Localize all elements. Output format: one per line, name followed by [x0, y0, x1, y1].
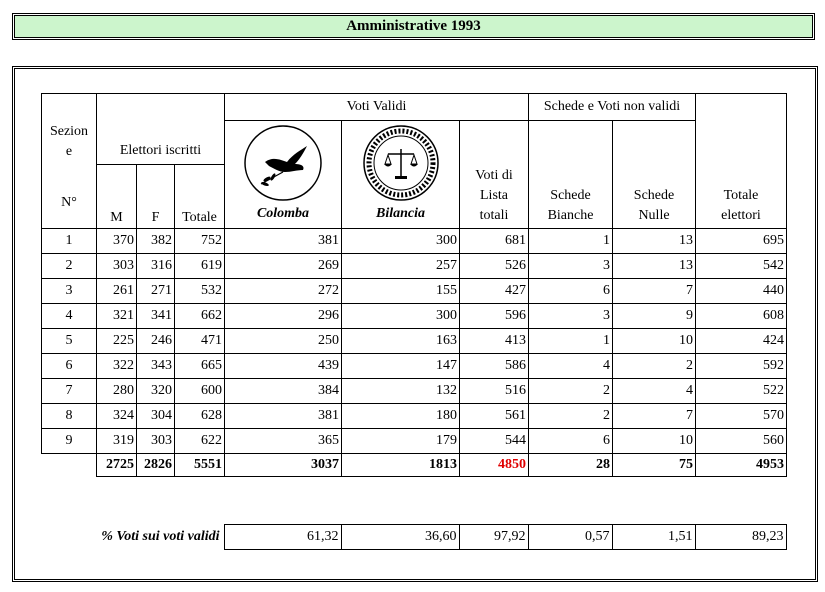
voti-colomba-cell: 381 [225, 404, 342, 429]
elettori-f-cell: 382 [137, 229, 175, 254]
voti-lista-cell: 516 [460, 379, 529, 404]
voti-colomba-cell: 381 [225, 229, 342, 254]
voti-lista-cell: 561 [460, 404, 529, 429]
percent-schede-nulle: 1,51 [612, 525, 695, 550]
percent-schede-bianche: 0,57 [528, 525, 612, 550]
percent-colomba: 61,32 [224, 525, 341, 550]
table-row [42, 404, 787, 429]
totale-elettori-cell: 560 [696, 429, 787, 454]
table-row [42, 429, 787, 454]
elettori-f-cell: 343 [137, 354, 175, 379]
dove-olive-branch-icon [243, 124, 323, 202]
elettori-m-cell: 261 [97, 279, 137, 304]
schede-bianche-header [529, 121, 613, 229]
totale-header: Totale [175, 165, 225, 229]
totale-elettori-cell: 608 [696, 304, 787, 329]
voti-bilancia-cell: 300 [342, 229, 460, 254]
total-schede-bianche: 28 [529, 454, 613, 477]
schede-nulle-cell: 10 [613, 329, 696, 354]
sezione-number-cell: 8 [42, 404, 97, 429]
schede-bianche-cell: 2 [529, 379, 613, 404]
totale-elettori-label: Totale elettori [721, 188, 761, 223]
page-title: Amministrative 1993 [12, 13, 815, 40]
voti-colomba-cell: 250 [225, 329, 342, 354]
voti-bilancia-cell: 147 [342, 354, 460, 379]
elettori-m-cell: 303 [97, 254, 137, 279]
totals-blank [42, 454, 97, 477]
voti-bilancia-cell: 257 [342, 254, 460, 279]
percent-table [41, 524, 787, 550]
total-bilancia: 1813 [342, 454, 460, 477]
table-row [42, 354, 787, 379]
schede-bianche-cell: 4 [529, 354, 613, 379]
voti-bilancia-cell: 180 [342, 404, 460, 429]
schede-bianche-cell: 6 [529, 429, 613, 454]
table-row [42, 329, 787, 354]
schede-bianche-cell: 3 [529, 304, 613, 329]
elettori-m-cell: 324 [97, 404, 137, 429]
sezione-number-cell: 1 [42, 229, 97, 254]
table-row [42, 379, 787, 404]
total-colomba: 3037 [225, 454, 342, 477]
voti-bilancia-cell: 155 [342, 279, 460, 304]
table-row [42, 279, 787, 304]
voti-bilancia-cell: 163 [342, 329, 460, 354]
elettori-totale-cell: 619 [175, 254, 225, 279]
voti-bilancia-cell: 132 [342, 379, 460, 404]
sezione-number-cell: 2 [42, 254, 97, 279]
m-header: M [97, 165, 137, 229]
elettori-f-cell: 320 [137, 379, 175, 404]
sezione-header [42, 94, 97, 229]
schede-bianche-cell: 1 [529, 329, 613, 354]
total-schede-nulle: 75 [613, 454, 696, 477]
schede-bianche-cell: 2 [529, 404, 613, 429]
sezione-number-cell: 9 [42, 429, 97, 454]
schede-nulle-label: Schede Nulle [633, 188, 675, 223]
sezione-number-cell: 3 [42, 279, 97, 304]
voti-colomba-cell: 384 [225, 379, 342, 404]
elettori-totale-cell: 662 [175, 304, 225, 329]
elettori-totale-cell: 532 [175, 279, 225, 304]
percent-voti-lista: 97,92 [459, 525, 528, 550]
elettori-f-cell: 246 [137, 329, 175, 354]
elettori-m-cell: 322 [97, 354, 137, 379]
scales-seal-icon [361, 124, 441, 202]
elettori-f-cell: 304 [137, 404, 175, 429]
voti-bilancia-cell: 300 [342, 304, 460, 329]
voti-colomba-cell: 439 [225, 354, 342, 379]
totale-elettori-cell: 522 [696, 379, 787, 404]
numero-label: N° [61, 195, 77, 210]
sezione-number-cell: 7 [42, 379, 97, 404]
elettori-totale-cell: 665 [175, 354, 225, 379]
elettori-totale-cell: 622 [175, 429, 225, 454]
totale-elettori-cell: 695 [696, 229, 787, 254]
voti-lista-cell: 526 [460, 254, 529, 279]
voti-lista-label: Voti di Lista totali [475, 168, 513, 223]
total-totale: 5551 [175, 454, 225, 477]
voti-lista-cell: 596 [460, 304, 529, 329]
voti-lista-header [460, 121, 529, 229]
elettori-f-cell: 341 [137, 304, 175, 329]
voti-colomba-cell: 296 [225, 304, 342, 329]
table-row [42, 304, 787, 329]
elettori-m-cell: 319 [97, 429, 137, 454]
schede-bianche-cell: 6 [529, 279, 613, 304]
voti-lista-cell: 544 [460, 429, 529, 454]
bilancia-column-header [342, 121, 460, 229]
total-f: 2826 [137, 454, 175, 477]
bilancia-label: Bilancia [375, 206, 425, 221]
elettori-m-cell: 321 [97, 304, 137, 329]
elettori-m-cell: 370 [97, 229, 137, 254]
schede-nulle-cell: 7 [613, 279, 696, 304]
sezione-number-cell: 6 [42, 354, 97, 379]
totale-elettori-cell: 570 [696, 404, 787, 429]
table-row [42, 254, 787, 279]
schede-bianche-cell: 3 [529, 254, 613, 279]
totals-row [42, 454, 787, 477]
voti-colomba-cell: 269 [225, 254, 342, 279]
elettori-totale-cell: 600 [175, 379, 225, 404]
voti-lista-cell: 413 [460, 329, 529, 354]
elettori-iscritti-label: Elettori iscritti [119, 143, 202, 158]
percent-row [41, 525, 786, 550]
schede-nulle-cell: 2 [613, 354, 696, 379]
total-m: 2725 [97, 454, 137, 477]
totale-elettori-cell: 542 [696, 254, 787, 279]
totale-elettori-cell: 424 [696, 329, 787, 354]
percent-label: % Voti sui voti validi [101, 529, 220, 544]
voti-lista-cell: 681 [460, 229, 529, 254]
percent-bilancia: 36,60 [341, 525, 459, 550]
schede-nulle-cell: 7 [613, 404, 696, 429]
colomba-label: Colomba [256, 206, 310, 221]
schede-nulle-cell: 4 [613, 379, 696, 404]
voti-lista-cell: 586 [460, 354, 529, 379]
schede-nulle-header [613, 121, 696, 229]
schede-bianche-cell: 1 [529, 229, 613, 254]
elettori-m-cell: 225 [97, 329, 137, 354]
elettori-totale-cell: 628 [175, 404, 225, 429]
sezione-number-cell: 5 [42, 329, 97, 354]
voti-colomba-cell: 272 [225, 279, 342, 304]
colomba-column-header [225, 121, 342, 229]
voti-bilancia-cell: 179 [342, 429, 460, 454]
elettori-f-cell: 316 [137, 254, 175, 279]
schede-nulle-cell: 13 [613, 254, 696, 279]
percent-elettori: 89,23 [695, 525, 786, 550]
elettori-f-cell: 303 [137, 429, 175, 454]
total-voti-lista: 4850 [460, 454, 529, 477]
totale-elettori-header [696, 94, 787, 229]
schede-non-validi-header: Schede e Voti non validi [529, 94, 696, 121]
sezione-number-cell: 4 [42, 304, 97, 329]
voti-lista-cell: 427 [460, 279, 529, 304]
elettori-iscritti-header [97, 94, 225, 165]
results-table [41, 93, 787, 477]
schede-nulle-cell: 13 [613, 229, 696, 254]
f-header: F [137, 165, 175, 229]
totale-elettori-cell: 440 [696, 279, 787, 304]
schede-bianche-label: Schede Bianche [547, 188, 594, 223]
voti-colomba-cell: 365 [225, 429, 342, 454]
elettori-m-cell: 280 [97, 379, 137, 404]
schede-nulle-cell: 9 [613, 304, 696, 329]
schede-nulle-cell: 10 [613, 429, 696, 454]
table-row [42, 229, 787, 254]
elettori-totale-cell: 471 [175, 329, 225, 354]
totale-elettori-cell: 592 [696, 354, 787, 379]
sezione-label: Sezion e [49, 124, 89, 159]
voti-validi-header: Voti Validi [225, 94, 529, 121]
elettori-totale-cell: 752 [175, 229, 225, 254]
elettori-f-cell: 271 [137, 279, 175, 304]
total-elettori: 4953 [696, 454, 787, 477]
